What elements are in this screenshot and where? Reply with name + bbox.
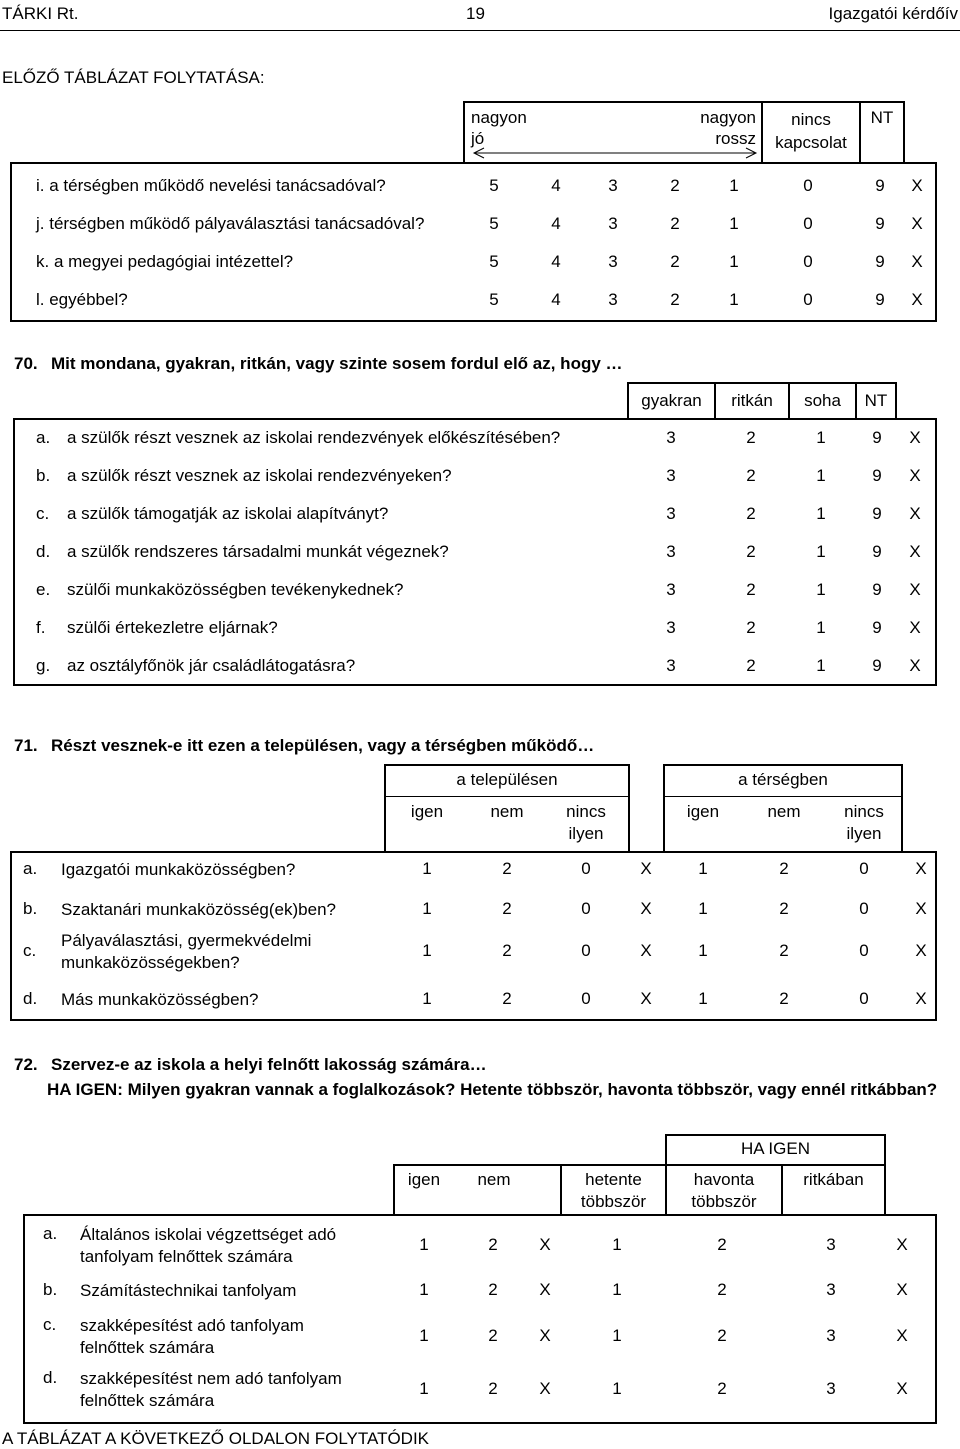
answer-code[interactable]: 4	[551, 214, 561, 233]
answer-code[interactable]: 1	[419, 1235, 429, 1254]
row-label: Szaktanári munkaközösség(ek)ben?	[61, 900, 336, 919]
answer-code[interactable]: 2	[746, 466, 756, 485]
column-header: hetente többször	[580, 1170, 647, 1211]
answer-code[interactable]: X	[539, 1280, 551, 1299]
column-header: igen	[410, 802, 444, 821]
answer-code[interactable]: 2	[670, 252, 680, 271]
row-letter: b.	[23, 899, 38, 918]
answer-code[interactable]: 9	[872, 542, 882, 561]
row-letter: c.	[43, 1315, 57, 1334]
row-label: a szülők részt vesznek az iskolai rendezvényeken?	[67, 466, 452, 485]
answer-code[interactable]: 2	[670, 214, 680, 233]
answer-code[interactable]: 1	[422, 859, 432, 878]
answer-code[interactable]: 0	[859, 941, 869, 960]
answer-code[interactable]: 2	[717, 1235, 727, 1254]
answer-code[interactable]: 2	[779, 941, 789, 960]
group-telepules-label: a településen	[456, 770, 558, 789]
answer-code[interactable]: 9	[872, 656, 882, 675]
answer-code[interactable]: 1	[816, 580, 826, 599]
row-label: Általános iskolai végzettséget adó tanfolyam felnőttek számára	[80, 1225, 337, 1266]
answer-code[interactable]: 2	[488, 1280, 498, 1299]
answer-code[interactable]: 1	[422, 989, 432, 1008]
column-header: nincs ilyen	[844, 802, 884, 843]
col-border	[463, 101, 465, 164]
row-label: k. a megyei pedagógiai intézettel?	[36, 252, 294, 271]
answer-code[interactable]: 4	[551, 290, 561, 309]
answer-code[interactable]: 3	[666, 466, 676, 485]
answer-code[interactable]: X	[915, 941, 927, 960]
answer-code[interactable]: 3	[666, 618, 676, 637]
answer-code[interactable]: 2	[717, 1379, 727, 1398]
answer-code[interactable]: 2	[746, 542, 756, 561]
row-letter: a.	[36, 428, 51, 447]
q70-number: 70.	[14, 354, 38, 373]
column-header: nem	[767, 802, 801, 821]
answer-code[interactable]: 1	[422, 941, 432, 960]
col-border	[884, 1164, 886, 1216]
group-ha-igen-label: HA IGEN	[741, 1139, 810, 1158]
answer-code[interactable]: 3	[826, 1280, 836, 1299]
row-label: l. egyébbel?	[36, 290, 128, 309]
answer-code[interactable]: 1	[612, 1326, 622, 1345]
answer-code[interactable]: 2	[502, 941, 512, 960]
header-right: Igazgatói kérdőív	[828, 4, 958, 23]
answer-code[interactable]: X	[539, 1235, 551, 1254]
answer-code[interactable]: 1	[816, 656, 826, 675]
answer-code[interactable]: X	[539, 1379, 551, 1398]
answer-code[interactable]: 1	[422, 899, 432, 918]
header-rule	[0, 30, 960, 31]
answer-code[interactable]: 1	[729, 176, 739, 195]
column-header: gyakran	[641, 391, 702, 410]
answer-code[interactable]: 0	[581, 941, 591, 960]
head-no-contact: nincs kapcsolat	[775, 110, 847, 152]
row-label: szakképesítést adó tanfolyam felnőttek számára	[80, 1316, 304, 1357]
answer-code[interactable]: X	[911, 214, 923, 233]
column-header: NT	[864, 391, 888, 410]
answer-code[interactable]: 5	[489, 252, 499, 271]
answer-code[interactable]: 9	[872, 618, 882, 637]
answer-code[interactable]: 1	[816, 542, 826, 561]
answer-code[interactable]: X	[911, 252, 923, 271]
answer-code[interactable]: 9	[872, 428, 882, 447]
answer-code[interactable]: 1	[729, 214, 739, 233]
q72-text: Szervez-e az iskola a helyi felnőtt lakosság számára…	[51, 1055, 487, 1074]
answer-code[interactable]: 2	[502, 899, 512, 918]
answer-code[interactable]: 3	[608, 176, 618, 195]
answer-code[interactable]: 9	[872, 504, 882, 523]
answer-code[interactable]: 3	[666, 542, 676, 561]
group-terseg-label: a térségben	[738, 770, 828, 789]
answer-code[interactable]: 2	[746, 580, 756, 599]
answer-code[interactable]: 3	[826, 1235, 836, 1254]
answer-code[interactable]: 1	[419, 1326, 429, 1345]
head-nt: NT	[870, 108, 894, 127]
answer-code[interactable]: X	[640, 859, 652, 878]
group-rule	[386, 796, 628, 797]
answer-code[interactable]: 4	[551, 176, 561, 195]
column-header: nem	[477, 1170, 511, 1189]
answer-code[interactable]: 1	[612, 1280, 622, 1299]
answer-code[interactable]: 2	[670, 290, 680, 309]
answer-code[interactable]: X	[896, 1235, 908, 1254]
answer-code[interactable]: 9	[875, 214, 885, 233]
answer-code[interactable]: 3	[666, 428, 676, 447]
answer-code[interactable]: X	[640, 941, 652, 960]
answer-code[interactable]: 2	[488, 1379, 498, 1398]
footer-note: A TÁBLÁZAT A KÖVETKEZŐ OLDALON FOLYTATÓDIK	[2, 1429, 430, 1448]
header-left: TÁRKI Rt.	[2, 4, 79, 23]
answer-code[interactable]: 3	[608, 214, 618, 233]
answer-code[interactable]: 9	[872, 580, 882, 599]
answer-code[interactable]: 1	[698, 941, 708, 960]
head-very-good: nagyon jó	[471, 108, 527, 148]
row-letter: c.	[36, 504, 50, 523]
answer-code[interactable]: 0	[859, 989, 869, 1008]
answer-code[interactable]: 1	[816, 618, 826, 637]
row-label: a szülők rendszeres társadalmi munkát végeznek?	[67, 542, 449, 561]
answer-code[interactable]: 1	[816, 504, 826, 523]
q71-text: Részt vesznek-e itt ezen a településen, vagy a térségben működő…	[51, 736, 595, 755]
row-letter: a.	[43, 1224, 58, 1243]
answer-code[interactable]: 1	[729, 252, 739, 271]
column-header: havonta többször	[691, 1170, 757, 1211]
answer-code[interactable]: X	[915, 989, 927, 1008]
answer-code[interactable]: X	[640, 899, 652, 918]
row-label: j. térségben működő pályaválasztási tanácsadóval?	[36, 214, 425, 233]
column-header: nincs ilyen	[566, 802, 606, 843]
answer-code[interactable]: 2	[502, 989, 512, 1008]
answer-code[interactable]: 2	[779, 859, 789, 878]
answer-code[interactable]: 0	[581, 859, 591, 878]
row-label: szakképesítést nem adó tanfolyam felnőttek számára	[80, 1369, 342, 1410]
answer-code[interactable]: X	[539, 1326, 551, 1345]
answer-code[interactable]: 2	[717, 1280, 727, 1299]
column-header: ritkán	[731, 391, 773, 410]
row-letter: e.	[36, 580, 51, 599]
row-label: szülői munkaközösségben tevékenykednek?	[67, 580, 404, 599]
answer-code[interactable]: 3	[666, 580, 676, 599]
answer-code[interactable]: 1	[612, 1379, 622, 1398]
answer-code[interactable]: 1	[698, 899, 708, 918]
answer-code[interactable]: 0	[859, 899, 869, 918]
answer-code[interactable]: 1	[698, 859, 708, 878]
answer-code[interactable]: 5	[489, 214, 499, 233]
answer-code[interactable]: 2	[746, 656, 756, 675]
answer-code[interactable]: X	[915, 899, 927, 918]
answer-code[interactable]: 9	[875, 290, 885, 309]
answer-code[interactable]: 2	[717, 1326, 727, 1345]
row-label: szülői értekezletre eljárnak?	[67, 618, 278, 637]
answer-code[interactable]: 3	[608, 290, 618, 309]
answer-code[interactable]: 1	[729, 290, 739, 309]
q72-number: 72.	[14, 1055, 38, 1074]
col-border	[895, 382, 897, 420]
q70-text: Mit mondana, gyakran, ritkán, vagy szinte sosem fordul elő az, hogy …	[51, 354, 623, 373]
answer-code[interactable]: X	[909, 618, 921, 637]
answer-code[interactable]: 2	[779, 989, 789, 1008]
answer-code[interactable]: 1	[816, 428, 826, 447]
row-letter: g.	[36, 656, 51, 675]
q71-number: 71.	[14, 736, 38, 755]
answer-code[interactable]: 9	[875, 176, 885, 195]
answer-code[interactable]: 0	[581, 989, 591, 1008]
answer-code[interactable]: 9	[875, 252, 885, 271]
answer-code[interactable]: 2	[746, 504, 756, 523]
answer-code[interactable]: 2	[779, 899, 789, 918]
answer-code[interactable]: 1	[698, 989, 708, 1008]
head-very-bad: nagyon rossz	[700, 108, 756, 148]
row-letter: d.	[43, 1368, 58, 1387]
row-letter: c.	[23, 941, 37, 960]
answer-code[interactable]: 2	[502, 859, 512, 878]
answer-code[interactable]: X	[640, 989, 652, 1008]
answer-code[interactable]: 3	[826, 1379, 836, 1398]
answer-code[interactable]: X	[896, 1326, 908, 1345]
answer-code[interactable]: X	[909, 580, 921, 599]
answer-code[interactable]: 0	[803, 176, 813, 195]
answer-code[interactable]: X	[896, 1280, 908, 1299]
answer-code[interactable]: 2	[670, 176, 680, 195]
row-letter: a.	[23, 859, 38, 878]
answer-code[interactable]: X	[909, 466, 921, 485]
answer-code[interactable]: X	[909, 656, 921, 675]
answer-code[interactable]: 3	[608, 252, 618, 271]
col-border	[463, 101, 905, 103]
row-letter: f.	[36, 618, 46, 637]
row-label: Pályaválasztási, gyermekvédelmi munkaközösségekben?	[61, 931, 312, 972]
answer-code[interactable]: X	[911, 176, 923, 195]
answer-code[interactable]: 2	[746, 428, 756, 447]
column-header: nem	[490, 802, 524, 821]
answer-code[interactable]: 0	[803, 290, 813, 309]
row-label: i. a térségben működő nevelési tanácsadóval?	[36, 176, 386, 195]
answer-code[interactable]: 2	[488, 1326, 498, 1345]
answer-code[interactable]: 1	[419, 1379, 429, 1398]
column-header: ritkában	[803, 1170, 864, 1189]
row-label: az osztályfőnök jár családlátogatásra?	[67, 656, 356, 675]
answer-code[interactable]: 3	[826, 1326, 836, 1345]
column-header: igen	[686, 802, 720, 821]
answer-code[interactable]: 0	[803, 214, 813, 233]
page-number: 19	[466, 4, 485, 23]
row-label: Számítástechnikai tanfolyam	[80, 1281, 297, 1300]
answer-code[interactable]: 3	[666, 504, 676, 523]
answer-code[interactable]: X	[909, 428, 921, 447]
row-label: Igazgatói munkaközösségben?	[61, 860, 296, 879]
row-label: a szülők részt vesznek az iskolai rendezvények előkészítésében?	[67, 428, 561, 447]
answer-code[interactable]: 4	[551, 252, 561, 271]
answer-code[interactable]: 5	[489, 290, 499, 309]
answer-code[interactable]: X	[909, 504, 921, 523]
scale-arrow-icon	[470, 146, 760, 160]
answer-code[interactable]: X	[909, 542, 921, 561]
continuation-label: ELŐZŐ TÁBLÁZAT FOLYTATÁSA:	[2, 68, 265, 87]
row-letter: d.	[23, 989, 38, 1008]
answer-code[interactable]: 9	[872, 466, 882, 485]
col-border	[393, 1164, 886, 1166]
column-header: soha	[804, 391, 841, 410]
answer-code[interactable]: 2	[488, 1235, 498, 1254]
answer-code[interactable]: 5	[489, 176, 499, 195]
row-label: Más munkaközösségben?	[61, 990, 259, 1009]
answer-code[interactable]: 3	[666, 656, 676, 675]
answer-code[interactable]: 0	[581, 899, 591, 918]
row-label: a szülők támogatják az iskolai alapítványt?	[67, 504, 389, 523]
col-border	[903, 101, 905, 164]
column-header: igen	[407, 1170, 441, 1189]
row-letter: b.	[43, 1280, 58, 1299]
answer-code[interactable]: 0	[803, 252, 813, 271]
answer-code[interactable]: X	[911, 290, 923, 309]
answer-code[interactable]: X	[915, 859, 927, 878]
answer-code[interactable]: 2	[746, 618, 756, 637]
answer-code[interactable]: 0	[859, 859, 869, 878]
answer-code[interactable]: 1	[816, 466, 826, 485]
row-letter: b.	[36, 466, 51, 485]
answer-code[interactable]: 1	[612, 1235, 622, 1254]
answer-code[interactable]: X	[896, 1379, 908, 1398]
answer-code[interactable]: 1	[419, 1280, 429, 1299]
group-rule	[665, 796, 901, 797]
row-letter: d.	[36, 542, 51, 561]
q72-followup: HA IGEN: Milyen gyakran vannak a foglalkozások? Hetente többször, havonta többször, vagy ennél ritkábban?	[47, 1080, 938, 1099]
